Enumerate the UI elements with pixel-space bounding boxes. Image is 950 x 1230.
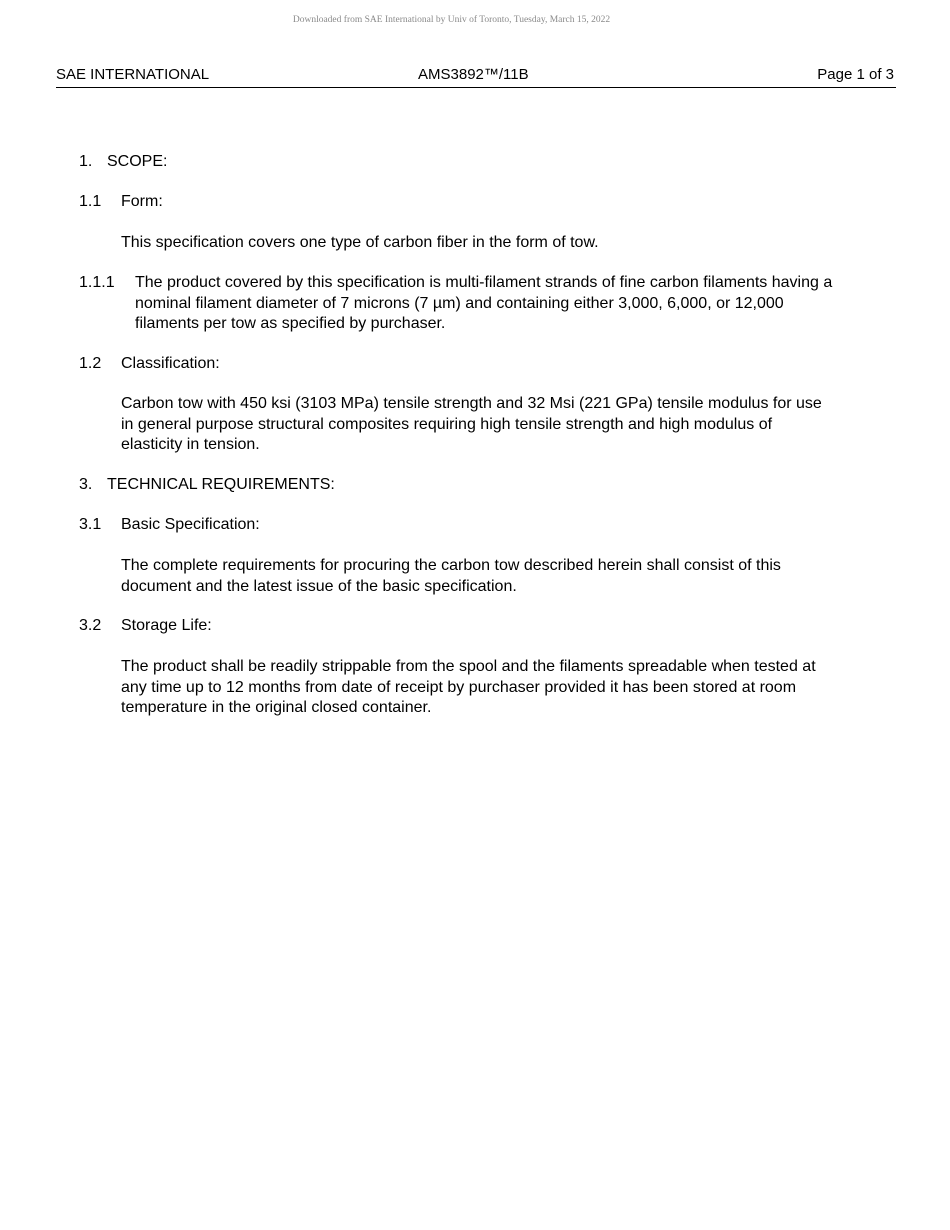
section-1-2-body bbox=[121, 394, 822, 456]
section-number: 1. bbox=[79, 153, 93, 170]
section-number: 3. bbox=[79, 476, 93, 493]
page-header bbox=[56, 66, 896, 88]
section-number: 3.2 bbox=[79, 617, 102, 634]
header-page-number: Page 1 of 3 bbox=[817, 66, 894, 83]
header-organization: SAE INTERNATIONAL bbox=[56, 66, 210, 83]
section-title: Basic Specification: bbox=[121, 516, 260, 533]
paragraph-line: The product covered by this specification is multi-filament strands of fine carbon filaments having a bbox=[135, 274, 833, 291]
section-number: 3.1 bbox=[79, 516, 102, 533]
section-1-1-body bbox=[121, 233, 599, 254]
section-title: Classification: bbox=[121, 355, 220, 372]
section-1-1-1-body bbox=[135, 273, 832, 335]
header-document-id: AMS3892™/11B bbox=[418, 66, 529, 83]
paragraph-line: document and the latest issue of the basic specification. bbox=[121, 577, 517, 595]
section-number: 1.2 bbox=[79, 355, 102, 372]
section-title: Form: bbox=[121, 193, 163, 210]
paragraph-line: The product shall be readily strippable from the spool and the filaments spreadable when tested at bbox=[121, 658, 816, 675]
section-number: 1.1.1 bbox=[79, 274, 115, 291]
download-watermark: Downloaded from SAE International by Univ of Toronto, Tuesday, March 15, 2022 bbox=[292, 15, 611, 25]
section-number: 1.1 bbox=[79, 193, 102, 210]
section-3-1-body bbox=[121, 556, 781, 597]
paragraph-line: any time up to 12 months from date of receipt by purchaser provided it has been stored at room bbox=[121, 678, 797, 696]
section-title: Storage Life: bbox=[121, 617, 212, 634]
section-3-2-body bbox=[121, 657, 816, 719]
paragraph-line: The complete requirements for procuring the carbon tow described herein shall consist of this bbox=[121, 557, 781, 574]
paragraph-line: Carbon tow with 450 ksi (3103 MPa) tensile strength and 32 Msi (221 GPa) tensile modulus for use bbox=[121, 395, 822, 412]
paragraph-line: This specification covers one type of carbon fiber in the form of tow. bbox=[121, 234, 599, 251]
paragraph-line: in general purpose structural composites requiring high tensile strength and high modulus of bbox=[121, 415, 773, 433]
section-title: TECHNICAL REQUIREMENTS: bbox=[107, 476, 335, 493]
paragraph-line: filaments per tow as specified by purchaser. bbox=[135, 315, 446, 332]
paragraph-line: elasticity in tension. bbox=[121, 436, 260, 453]
paragraph-line: temperature in the original closed container. bbox=[121, 699, 432, 716]
paragraph-line: nominal filament diameter of 7 microns (7 µm) and containing either 3,000, 6,000, or 12,000 bbox=[135, 294, 784, 312]
section-title: SCOPE: bbox=[107, 153, 168, 170]
